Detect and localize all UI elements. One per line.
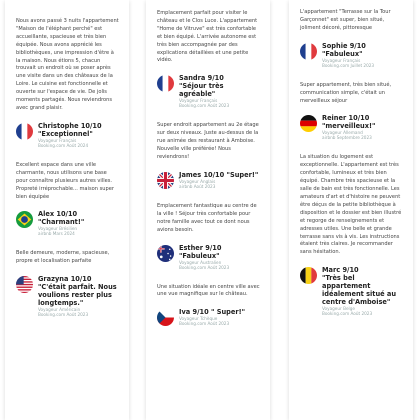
reviewer-origin: Voyageur Français [322,57,361,63]
review-title: "Très bel appartement idéalement situé au centre d'Amboise" [322,274,397,307]
review-title: "Fabuleux" [179,251,220,260]
review-source: Booking.com Août 2023 [322,311,373,317]
reviewer-name: Alex 10/10 [38,210,78,219]
review-text: Belle demeure, moderne, spacieuse, propre et localisation parfaite [16,250,110,265]
reviewer-name: Marc 9/10 [322,266,359,275]
review-source: Booking.com Août 2024 [38,142,89,148]
czech-flag-icon [157,309,174,326]
france-flag-icon [16,123,33,140]
review-column-2 [146,0,270,420]
review-column-3 [289,0,413,420]
reviewer-card [16,275,120,317]
reviewer-origin: Voyageur Brésilien [38,226,78,232]
reviewer-name: Sophie 9/10 [322,41,366,50]
reviewer-origin: Voyageur Français [179,98,218,104]
australia-flag-icon [157,245,174,262]
review-title: "Séjour très agréable" [179,82,224,99]
reviewer-origin: Voyageur Belge [322,306,355,312]
reviewer-origin: Voyageur Allemand [322,130,363,136]
review-title: "Exceptionnel" [38,129,93,138]
germany-flag-icon [300,115,317,132]
review-source: Booking.com Juillet 2023 [322,62,375,68]
review-source: airbnb Août 2023 [179,183,216,189]
reviewer-card [300,266,404,316]
reviewer-origin: Voyageur Australien [179,259,222,265]
review-source: Booking.com Août 2023 [38,312,89,318]
review-title: "C'était parfait. Nous voulions rester plus longtemps." [38,283,117,308]
review-text: La situation du logement est exceptionnelle. L'appartement est très confortable, lumineux et très bien équipé. Chambre très spacieuse et la salle de bain est très fonctionnelle. Les amateurs d'art et d'histoire ne peuvent être déçus de la petite bibliothèque à disposition et le dossier est bien illustré et regorge de renseignements et adresses utiles. Une belle et grande terrasse sans vis à vis. Les instructions étaient très claires. Je recommander sans hésitation. [300,154,402,256]
reviewer-card [157,308,261,326]
reviewer-name: Reiner 10/10 [322,114,370,123]
reviewer-card [16,122,120,148]
reviewer-origin: Voyageur Français [38,137,77,143]
reviewer-card [157,171,261,189]
brazil-flag-icon [16,211,33,228]
review-text: Super appartement, très bien situé, communication simple, c'était un merveilleux séjour [300,81,392,104]
reviewer-origin: Voyageur Américain [38,307,81,313]
review-text: Super endroit appartement au 2e étage sur deux niveaux. Juste au-dessus de la rue animée des restaurant à Amboise. Nouvelle ville préférée! Nous reviendrons! [157,122,259,160]
review-column-1 [5,0,129,420]
review-source: Booking.com Août 2023 [179,264,230,270]
reviewer-name: Christophe 10/10 [38,121,102,130]
reviewer-origin: Voyageur Tchèque [179,316,218,322]
usa-flag-icon [16,276,33,293]
reviewer-card [300,42,404,68]
reviewer-card [157,74,261,108]
review-source: airbnb Mars 2024 [38,231,75,237]
reviewer-name: James 10/10 "Super!" [179,170,259,179]
reviewer-origin: Voyageur Anglais [179,178,216,184]
reviewer-name: Esther 9/10 [179,243,222,252]
review-title: "Charmant!" [38,218,85,227]
reviewer-name: Iva 9/10 " Super!" [179,308,246,317]
reviewer-name: Grazyna 10/10 [38,275,92,284]
review-source: airbnb Septembre 2023 [322,135,372,141]
review-title: "merveilleux!" [322,122,376,131]
reviewer-name: Sandra 9/10 [179,74,224,83]
review-text: Emplacement parfait pour visiter le château et le Clos Luce. L'appartement "Home de Vitruve" est très confortable et bien équipé. L'arrivée autonome est très bien accompagnée par des explications détaillées et une petite vidéo. [157,10,258,64]
reviewer-card [16,210,120,236]
reviewer-card [157,244,261,270]
review-source: Booking.com Août 2023 [179,321,230,327]
reviewer-card [300,114,404,140]
review-text: Une situation idéale en centre ville avec une vue magnifique sur le château. [157,283,260,298]
france-flag-icon [157,75,174,92]
review-title: "Fabuleux" [322,49,363,58]
review-source: Booking.com Août 2023 [179,103,230,109]
review-text: Excellent espace dans une ville charmante, nous utilisons une base pour connaître plusieurs autres villes. Propreté irréprochable... maison super bien équipée [16,161,114,200]
review-text: L'appartement "Terrasse sur la Tour Garçonnet" est super, bien situé, joliment décoré, pittoresque [300,9,391,31]
uk-flag-icon [157,172,174,189]
belgium-flag-icon [300,267,317,284]
review-text: Emplacement fantastique au centre de la ville ! Séjour très confortable pour notre famille avec tout ce dont nous avions besoin. [157,202,257,233]
france-flag-icon [300,43,317,60]
review-text: Nous avons passé 3 nuits l'appartement "Maison de l'éléphant perché" est accueillante, spacieuse et très bien équipée. Nous avons apprécié les bibliothèques, une impression d'être à la maison. Nous étions 5, chacun trouvait un endroit où se poser après une visite dans un des châteaux de la Loire. Le cuisine est fonctionnelle et ouverte sur l'espace de vie. De jolis moments partagés. Nous reviendrons avec grand plaisir. [16,18,119,111]
